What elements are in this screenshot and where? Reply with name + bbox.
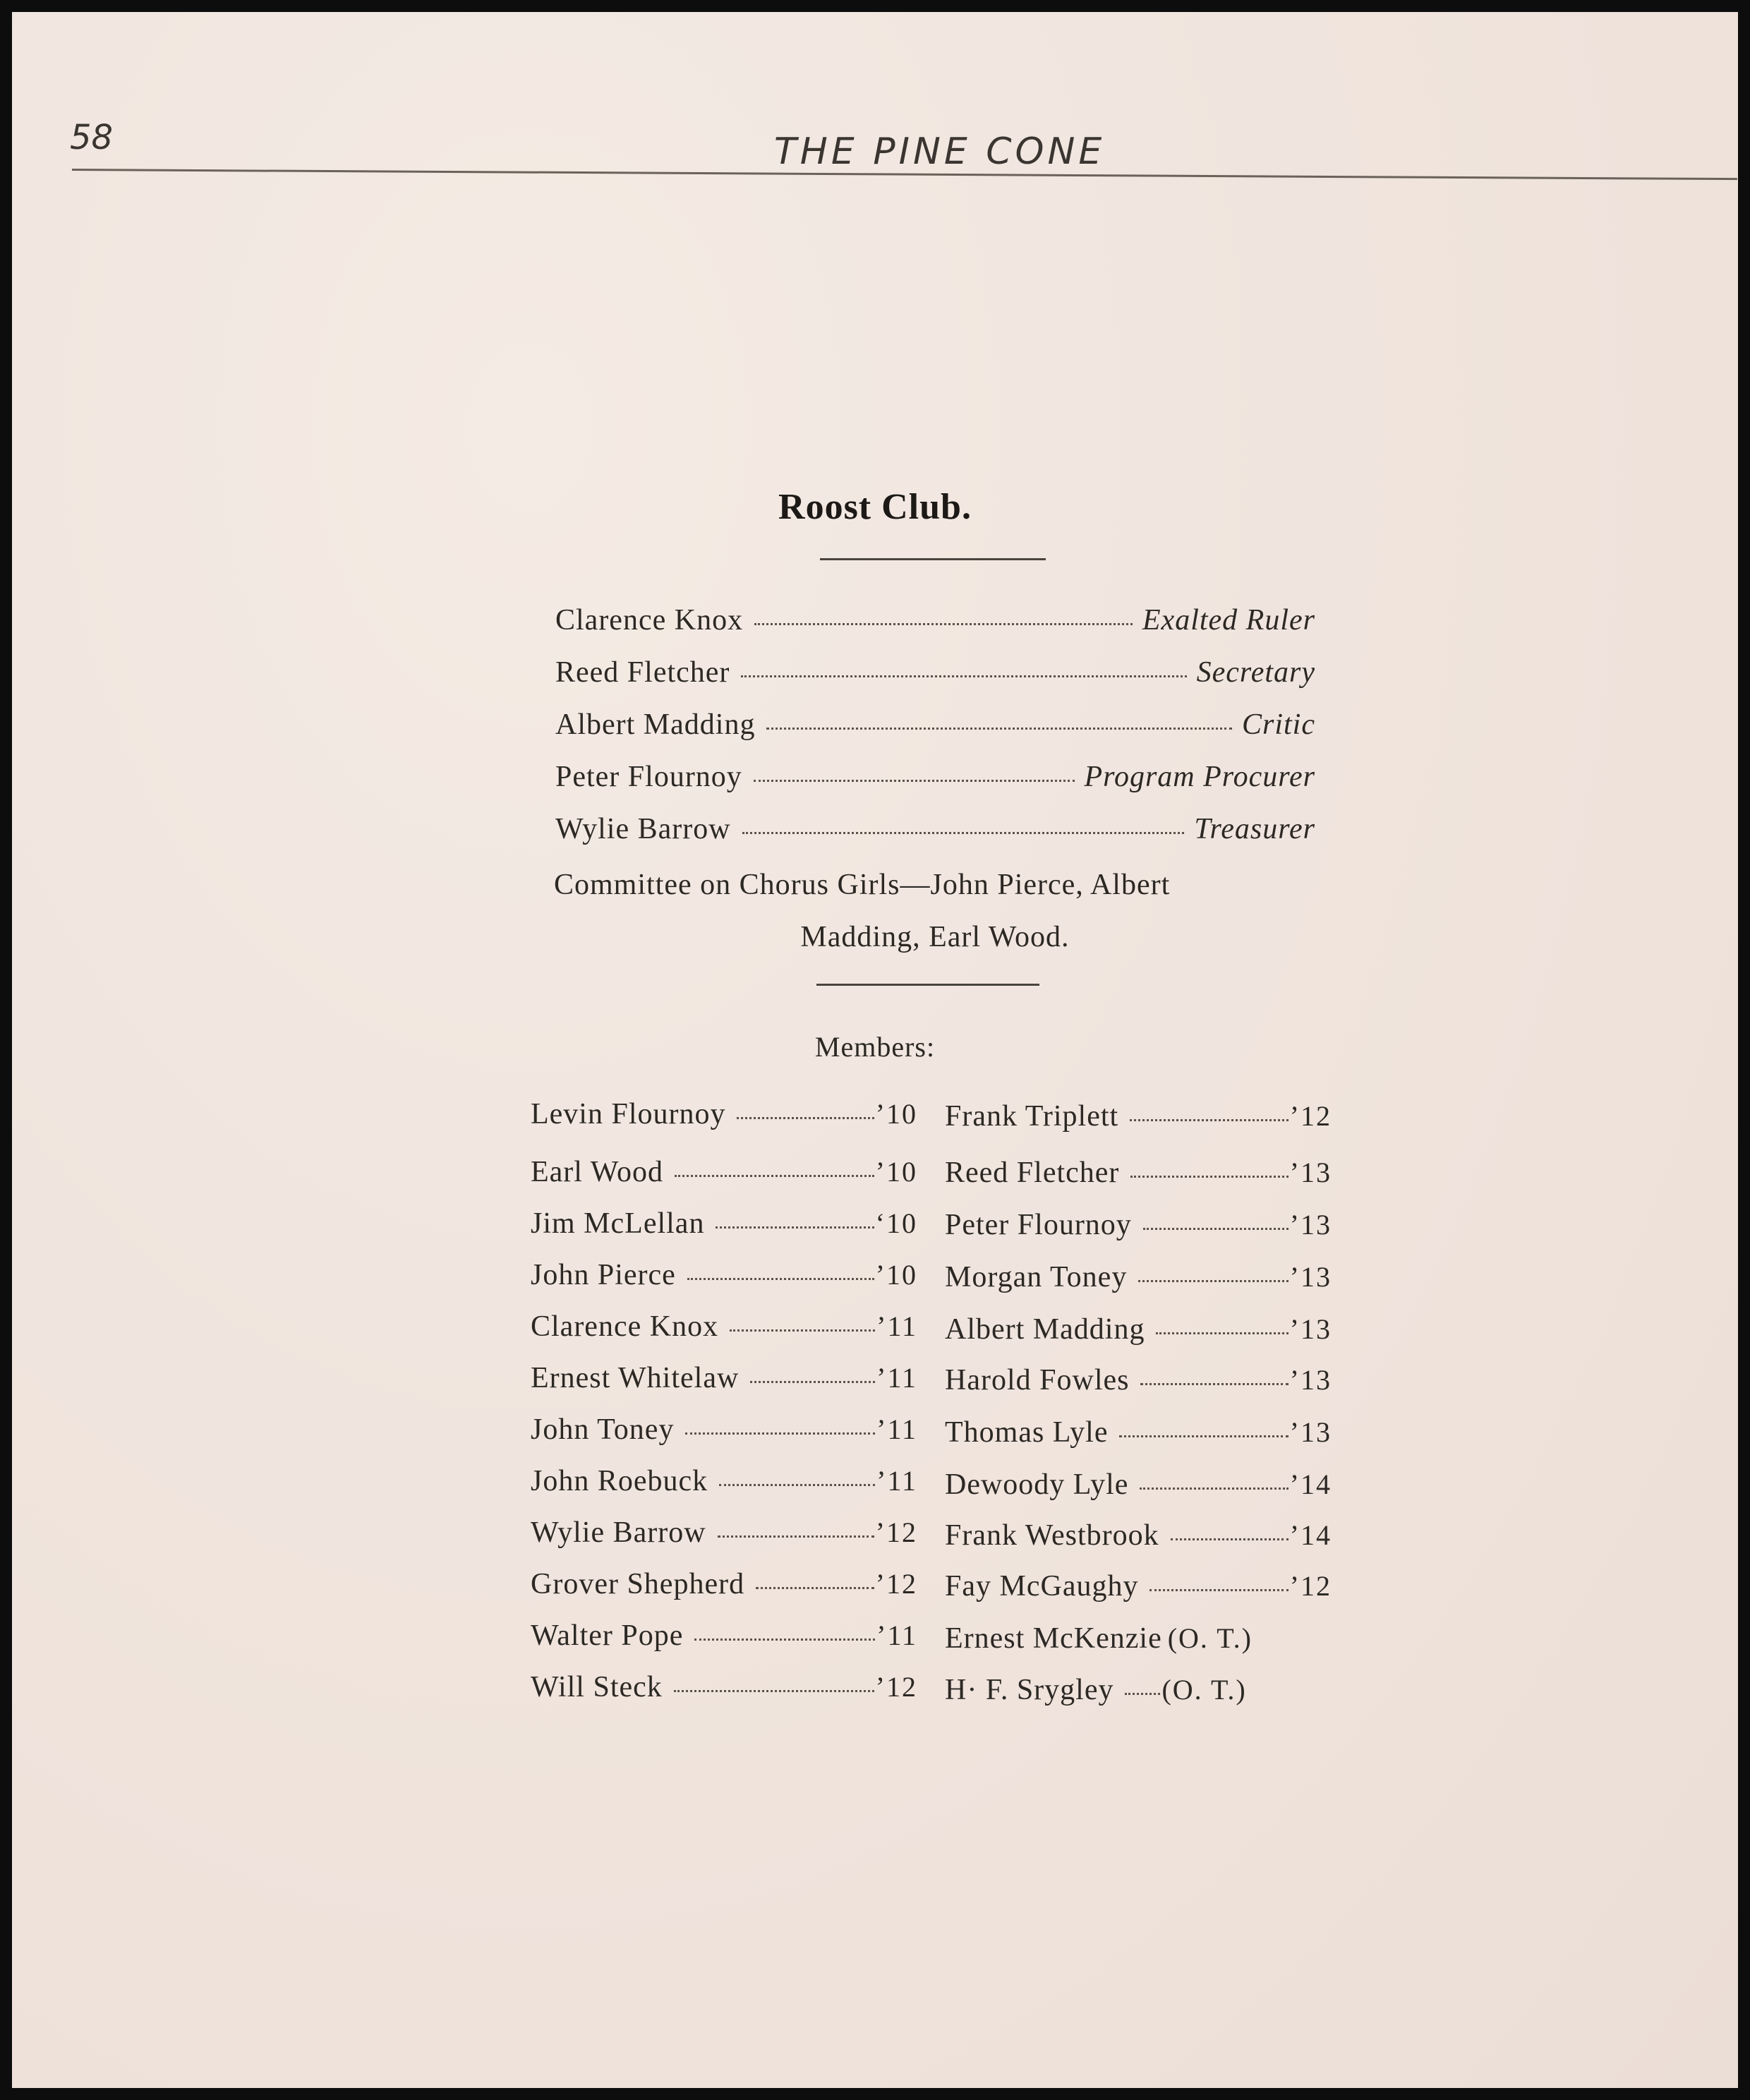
club-title: Roost Club. (778, 487, 972, 527)
officer-name: Wylie Barrow (555, 813, 731, 845)
committee-note (554, 859, 1316, 963)
member-class-year: ’12 (875, 1671, 917, 1703)
leader-dots (694, 1639, 875, 1641)
member-row (531, 1464, 917, 1504)
leader-dots (750, 1381, 875, 1383)
member-name: John Pierce (531, 1259, 676, 1291)
leader-dots (1125, 1693, 1160, 1695)
member-class-year: ’11 (876, 1413, 917, 1445)
officer-row (555, 760, 1315, 802)
member-row (531, 1155, 917, 1195)
member-class-year: ’13 (1289, 1313, 1332, 1345)
member-class-year: ’12 (1289, 1100, 1332, 1132)
member-row (531, 1361, 917, 1401)
leader-dots (687, 1278, 874, 1280)
member-row (531, 1310, 917, 1349)
member-row (945, 1519, 1332, 1558)
officer-row (555, 656, 1315, 698)
leader-dots (1119, 1435, 1288, 1437)
officer-role: Critic (1241, 708, 1315, 741)
running-title: THE PINE CONE (774, 131, 1106, 173)
leader-dots (1171, 1538, 1289, 1540)
title-divider (820, 558, 1046, 560)
officer-role: Program Procurer (1084, 761, 1315, 793)
member-name: John Toney (531, 1413, 675, 1446)
member-name: H· F. Srygley (945, 1674, 1114, 1706)
member-name: Reed Fletcher (945, 1157, 1120, 1189)
member-name: Fay McGaughy (945, 1570, 1139, 1603)
member-class-year: ’10 (875, 1098, 917, 1130)
member-row (945, 1416, 1332, 1455)
member-class-year: ’10 (875, 1156, 917, 1188)
leader-dots (1149, 1589, 1288, 1591)
member-name: Thomas Lyle (945, 1416, 1109, 1449)
member-name: Jim McLellan (531, 1207, 705, 1240)
member-class-year: ’12 (1289, 1570, 1332, 1602)
member-row (945, 1363, 1332, 1403)
officer-name: Reed Fletcher (555, 656, 730, 689)
leader-dots (730, 1329, 875, 1332)
member-name: Clarence Knox (531, 1310, 719, 1343)
member-name: Harold Fowles (945, 1364, 1130, 1396)
member-row (945, 1208, 1332, 1248)
member-row (945, 1673, 1332, 1713)
members-heading: Members: (814, 1031, 936, 1063)
leader-dots (1156, 1332, 1288, 1334)
officer-role: Treasurer (1194, 813, 1315, 845)
officer-row (555, 708, 1315, 750)
member-class-year: ’13 (1289, 1364, 1332, 1396)
committee-line-2: Madding, Earl Wood. (800, 921, 1070, 953)
member-name: Levin Flournoy (531, 1098, 726, 1130)
member-name: Morgan Toney (945, 1261, 1128, 1293)
member-class-year: ’11 (876, 1362, 917, 1394)
officer-row (555, 603, 1315, 646)
leader-dots (742, 832, 1185, 834)
leader-dots (675, 1175, 874, 1177)
member-row (945, 1260, 1332, 1300)
member-name: Ernest Whitelaw (531, 1362, 740, 1394)
member-class-year: (O. T.) (1167, 1622, 1253, 1654)
member-row (945, 1156, 1332, 1195)
officer-name: Albert Madding (555, 708, 756, 741)
member-class-year: ‘10 (875, 1207, 917, 1239)
member-class-year: ’14 (1289, 1468, 1332, 1500)
leader-dots (1140, 1488, 1288, 1490)
member-class-year: ’10 (875, 1259, 917, 1291)
leader-dots (716, 1226, 874, 1229)
members-divider (816, 984, 1039, 986)
member-class-year: ’12 (875, 1516, 917, 1548)
member-name: Peter Flournoy (945, 1209, 1132, 1241)
member-name: John Roebuck (531, 1465, 708, 1497)
member-class-year: ’12 (875, 1568, 917, 1600)
leader-dots (1130, 1176, 1288, 1178)
leader-dots (1138, 1280, 1288, 1282)
member-row (945, 1468, 1332, 1507)
yearbook-page (12, 12, 1738, 2088)
officer-name: Peter Flournoy (555, 761, 742, 793)
member-class-year: ’13 (1289, 1209, 1332, 1241)
member-class-year: ’14 (1289, 1519, 1332, 1551)
officer-row (555, 812, 1315, 855)
member-row (531, 1258, 917, 1298)
member-row (945, 1622, 1332, 1661)
leader-dots (685, 1432, 875, 1435)
committee-line-1: Committee on Chorus Girls—John Pierce, Albert (554, 869, 1171, 901)
member-row (945, 1312, 1332, 1352)
leader-dots (756, 1587, 874, 1589)
member-name: Wylie Barrow (531, 1516, 706, 1549)
member-class-year: ’13 (1289, 1157, 1332, 1188)
member-row (945, 1099, 1332, 1139)
leader-dots (754, 623, 1133, 625)
member-class-year: (O. T.) (1161, 1674, 1247, 1706)
member-name: Ernest McKenzie (945, 1622, 1162, 1655)
member-name: Will Steck (531, 1671, 663, 1703)
member-name: Albert Madding (945, 1313, 1145, 1346)
member-row (531, 1207, 917, 1246)
member-name: Grover Shepherd (531, 1568, 745, 1600)
member-name: Earl Wood (531, 1156, 663, 1188)
leader-dots (674, 1690, 874, 1692)
member-name: Dewoody Lyle (945, 1468, 1129, 1501)
page-number: 58 (70, 118, 114, 157)
member-class-year: ’11 (876, 1619, 917, 1651)
member-class-year: ’11 (876, 1465, 917, 1497)
leader-dots (766, 728, 1232, 730)
member-name: Walter Pope (531, 1619, 684, 1652)
officer-name: Clarence Knox (555, 604, 744, 636)
member-class-year: ’11 (876, 1310, 917, 1342)
officer-role: Secretary (1196, 656, 1315, 689)
member-row (531, 1670, 917, 1710)
leader-dots (719, 1484, 875, 1486)
member-row (945, 1569, 1332, 1609)
member-row (531, 1097, 917, 1137)
leader-dots (737, 1117, 874, 1119)
leader-dots (718, 1535, 874, 1538)
leader-dots (754, 780, 1075, 782)
member-row (531, 1516, 917, 1555)
officer-role: Exalted Ruler (1142, 604, 1315, 636)
member-row (531, 1619, 917, 1658)
leader-dots (1140, 1383, 1288, 1385)
member-class-year: ’13 (1289, 1416, 1332, 1448)
leader-dots (1130, 1119, 1288, 1121)
member-row (531, 1567, 917, 1607)
member-name: Frank Triplett (945, 1100, 1119, 1133)
member-name: Frank Westbrook (945, 1519, 1159, 1552)
leader-dots (1143, 1228, 1289, 1230)
member-class-year: ’13 (1289, 1261, 1332, 1293)
member-row (531, 1413, 917, 1452)
leader-dots (741, 675, 1186, 677)
